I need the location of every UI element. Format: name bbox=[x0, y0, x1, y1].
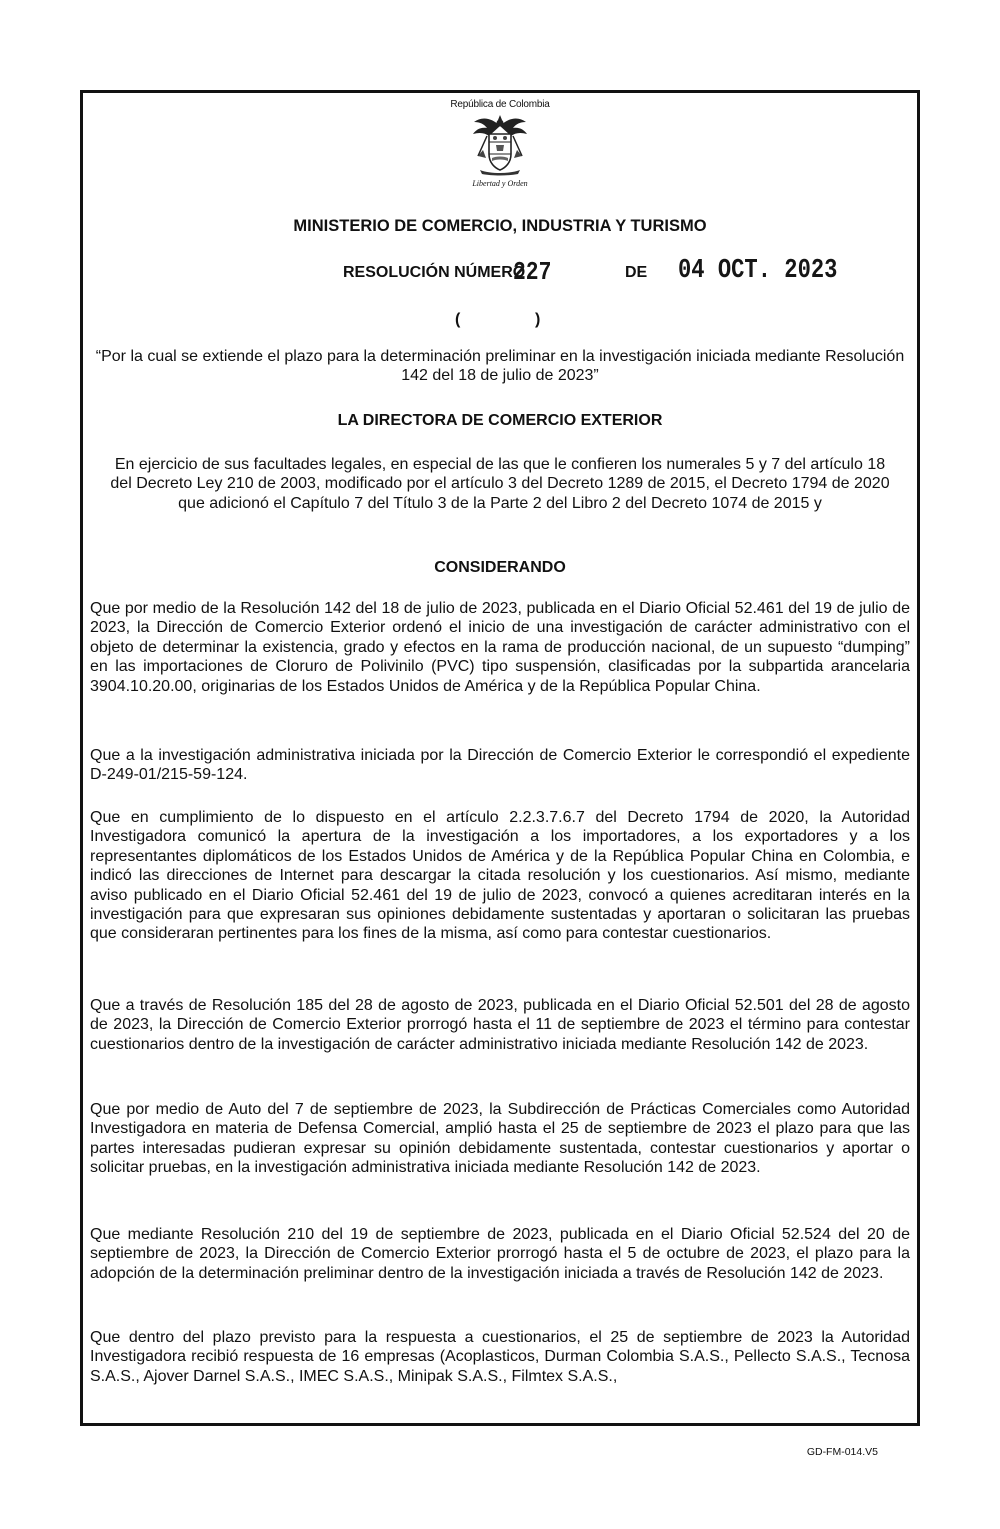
resolution-subject: “Por la cual se extiende el plazo para la determinación preliminar en la investigación iniciada mediante Resolución 142 del 18 de julio de 2023” bbox=[95, 348, 905, 385]
paragraph-2: Que a la investigación administrativa iniciada por la Dirección de Comercio Exterior le correspondió el expediente D-249-01/215-59-124. bbox=[90, 747, 910, 784]
date-stamp: 04 OCT. 2023 bbox=[678, 256, 838, 286]
form-code: GD-FM-014.V5 bbox=[806, 1446, 878, 1458]
legal-powers-text: En ejercicio de sus facultades legales, en especial de las que le confieren los numerales 5 y 7 del artículo 18 del Decreto Ley 210 de 2003, modificado por el artículo 3 del Decreto 1289 de 2015, el Decreto 1794 de 2020 que adicionó el Capítulo 7 del Título 3 de la Parte 2 del Libro 2 del Decreto 1074 de 2015 y bbox=[110, 456, 890, 512]
authority-heading: LA DIRECTORA DE COMERCIO EXTERIOR bbox=[337, 412, 663, 429]
paren-open: ( bbox=[455, 311, 461, 328]
resolution-label: RESOLUCIÓN NÚMERO bbox=[343, 264, 526, 281]
coat-of-arms-icon bbox=[470, 112, 530, 176]
paren-close: ) bbox=[535, 311, 541, 328]
paragraph-4: Que a través de Resolución 185 del 28 de agosto de 2023, publicada en el Diario Oficial 52.501 del 28 de agosto de 2023, la Dirección de Comercio Exterior prorrogó hasta el 11 de septiembre de 2023 el término para contestar cuestionarios dentro de la investigación de carácter administrativo iniciada mediante Resolución 142 de 2023. bbox=[90, 997, 910, 1053]
paragraph-6: Que mediante Resolución 210 del 19 de septiembre de 2023, publicada en el Diario Oficial 52.524 del 20 de septiembre de 2023, la Dirección de Comercio Exterior prorrogó hasta el 5 de octubre de 2023, el plazo para la adopción de la determinación preliminar dentro de la investigación iniciada a través de Resolución 142 de 2023. bbox=[90, 1226, 910, 1282]
paragraph-7: Que dentro del plazo previsto para la respuesta a cuestionarios, el 25 de septiembre de 2023 la Autoridad Investigadora recibió respuesta de 16 empresas (Acoplasticos, Durman Colombia S.A.S., Pellecto S.A.S., Tecnosa S.A.S., Ajover Darnel S.A.S., IMEC S.A.S., Minipak S.A.S., Filmtex S.A.S., bbox=[90, 1329, 910, 1385]
paragraph-5: Que por medio de Auto del 7 de septiembre de 2023, la Subdirección de Prácticas Comerciales como Autoridad Investigadora en materia de Defensa Comercial, amplió hasta el 25 de septiembre de 2023 el plazo para que las partes interesadas pudieran expresar su opinión debidamente sustentada, contestar cuestionarios y aportar o solicitar pruebas, en la investigación administrativa iniciada mediante Resolución 142 de 2023. bbox=[90, 1101, 910, 1177]
de-label: DE bbox=[625, 264, 648, 281]
considering-heading: CONSIDERANDO bbox=[434, 559, 566, 576]
paragraph-3: Que en cumplimiento de lo dispuesto en el artículo 2.2.3.7.6.7 del Decreto 1794 de 2020, la Autoridad Investigadora comunicó la apertura de la investigación a los importadores, a los exportadores y a los representantes diplomáticos de los Estados Unidos de América y de la República Popular China en Colombia, e indicó las direcciones de Internet para descargar la citada resolución y los cuestionarios. Así mismo, mediante aviso publicado en el Diario Oficial 52.461 del 19 de julio de 2023, convocó a quienes acreditaran interés en la investigación para que expresaran sus opiniones debidamente sustentadas y aportaran o solicitaran las pruebas que consideraran pertinentes para los fines de la misma, así como para contestar cuestionarios. bbox=[90, 809, 910, 943]
country-name: República de Colombia bbox=[450, 99, 550, 110]
national-motto: Libertad y Orden bbox=[472, 179, 528, 188]
paragraph-1: Que por medio de la Resolución 142 del 18 de julio de 2023, publicada en el Diario Oficial 52.461 del 19 de julio de 2023, la Dirección de Comercio Exterior ordenó el inicio de una investigación de carácter administrativo con el objeto de determinar la existencia, grado y efectos en la rama de producción nacional, de un supuesto “dumping” en las importaciones de Cloruro de Polivinilo (PVC) tipo suspensión, clasificadas por la subpartida arancelaria 3904.10.20.00, originarias de los Estados Unidos de América y de la República Popular China. bbox=[90, 600, 910, 695]
ministry-title: MINISTERIO DE COMERCIO, INDUSTRIA Y TURISMO bbox=[293, 217, 707, 235]
resolution-number-stamp: 227 bbox=[513, 257, 552, 287]
